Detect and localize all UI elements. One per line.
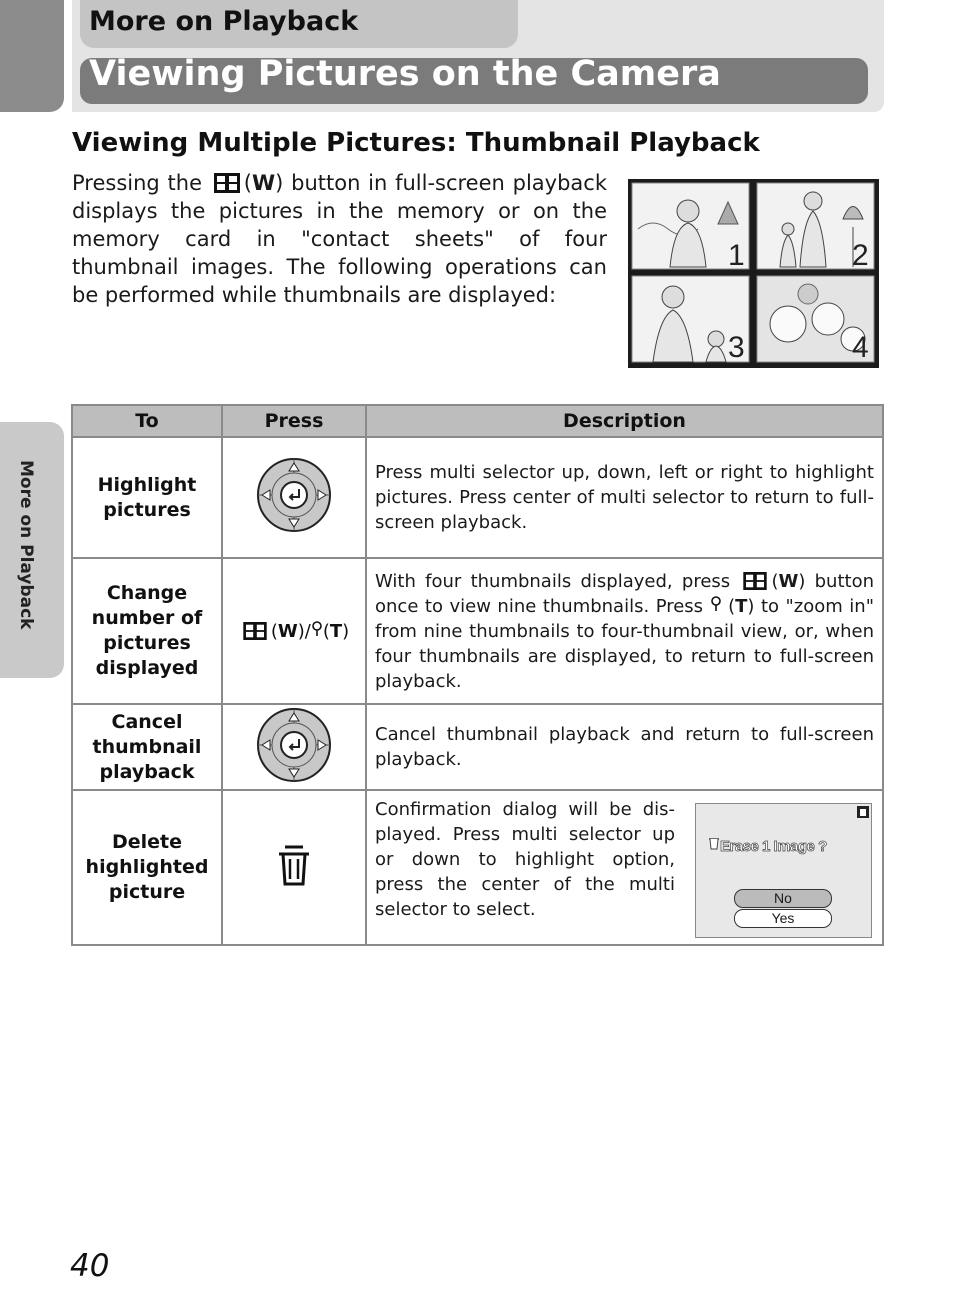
thumbnail-button-icon bbox=[214, 173, 240, 193]
press-w-open: ( bbox=[270, 620, 278, 642]
desc-t-key: T bbox=[735, 595, 748, 617]
row-action: Highlight pictures bbox=[72, 437, 222, 558]
desc-paren: ( bbox=[728, 595, 736, 617]
page-title: Viewing Pictures on the Camera bbox=[89, 54, 721, 94]
page-number: 40 bbox=[70, 1248, 110, 1284]
intro-w-key: W bbox=[251, 171, 276, 195]
desc-part: With four thumbnails displayed, press bbox=[375, 570, 731, 592]
desc-paren: ( bbox=[771, 570, 779, 592]
desc-w-key: W bbox=[778, 570, 799, 592]
delete-description-text: Confirmation dialog will be dis-played. Press multi selector up or down to highlight option, press the center of the multi selector to select. bbox=[375, 799, 675, 920]
dialog-option-no: No bbox=[734, 889, 832, 908]
subheading: Viewing Multiple Pictures: Thumbnail Playback bbox=[72, 128, 760, 158]
dialog-title: Erase 1 Image ? bbox=[720, 838, 827, 855]
table-row bbox=[72, 790, 883, 945]
desc-part: ) to "zoom in" from nine thumbnails to four-thumbnail view, or, when four thumbnails are displayed, to return to full-screen playback. bbox=[375, 595, 874, 692]
thumbnail-number: 4 bbox=[852, 331, 869, 364]
header-description: Description bbox=[366, 405, 883, 437]
intro-text-end: ) button in full-screen playback displays the pictures in the memory or on the memory card in "contact sheets" of four thumbnail images. The following operations can be performed while thumbnails are displayed: bbox=[72, 171, 607, 307]
row-press bbox=[222, 437, 366, 558]
table-row bbox=[72, 437, 883, 558]
intro-text-start: Pressing the bbox=[72, 171, 202, 195]
header-press: Press bbox=[222, 405, 366, 437]
trash-icon bbox=[857, 806, 869, 818]
row-description bbox=[366, 790, 883, 945]
multi-selector-icon bbox=[256, 457, 332, 533]
side-tab-label: More on Playback bbox=[16, 460, 36, 630]
row-action: Delete highlighted picture bbox=[72, 790, 222, 945]
row-press bbox=[222, 704, 366, 790]
press-t-open: ( bbox=[322, 620, 330, 642]
intro-paren-open: ( bbox=[243, 171, 252, 195]
trash-icon bbox=[277, 844, 311, 886]
table-header-row bbox=[72, 405, 883, 437]
thumbnail-contact-sheet bbox=[628, 179, 879, 368]
row-press bbox=[222, 558, 366, 704]
press-w-key: W bbox=[277, 620, 298, 642]
corner-tab bbox=[0, 0, 64, 112]
intro-paragraph bbox=[72, 169, 607, 309]
table-row bbox=[72, 558, 883, 704]
operations-table bbox=[71, 404, 884, 946]
section-title: More on Playback bbox=[89, 6, 359, 37]
zoom-magnifier-icon bbox=[710, 596, 722, 612]
zoom-magnifier-icon bbox=[311, 621, 323, 637]
row-description bbox=[366, 558, 883, 704]
erase-dialog-preview bbox=[695, 803, 872, 938]
thumbnail-number: 3 bbox=[728, 331, 745, 364]
row-description: Press multi selector up, down, left or right to highlight pictures. Press center of multi selector to return to full-screen playback. bbox=[366, 437, 883, 558]
dialog-option-yes: Yes bbox=[734, 909, 832, 928]
press-t-key: T bbox=[329, 620, 343, 642]
row-action: Cancel thumbnail playback bbox=[72, 704, 222, 790]
header-to: To bbox=[72, 405, 222, 437]
thumbnail-number: 1 bbox=[728, 239, 745, 272]
multi-selector-icon bbox=[256, 707, 332, 783]
thumbnail-button-icon bbox=[243, 622, 267, 640]
row-press bbox=[222, 790, 366, 945]
thumbnail-button-icon bbox=[743, 572, 767, 590]
desc-part: ) button once to view nine thumbnails. Press bbox=[375, 570, 874, 617]
press-w-close: )/ bbox=[297, 620, 311, 642]
contact-sheet-illustration bbox=[628, 179, 879, 368]
table-row bbox=[72, 704, 883, 790]
trash-icon bbox=[708, 836, 720, 850]
thumbnail-number: 2 bbox=[852, 239, 869, 272]
row-description: Cancel thumbnail playback and return to full-screen playback. bbox=[366, 704, 883, 790]
press-t-close: ) bbox=[342, 620, 350, 642]
row-action: Change number of pictures displayed bbox=[72, 558, 222, 704]
